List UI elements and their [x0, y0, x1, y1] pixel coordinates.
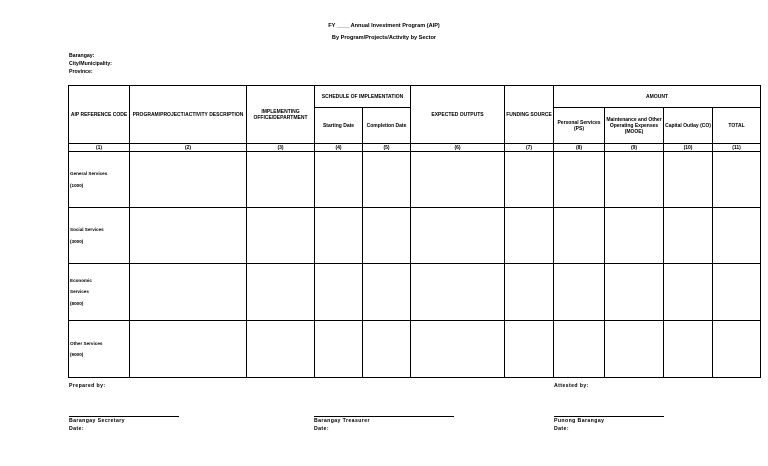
header-schedule: SCHEDULE OF IMPLEMENTATION — [315, 86, 411, 108]
sector-label: General Services (1000) — [69, 152, 130, 208]
header-completion-date: Completion Date — [363, 108, 411, 144]
col-num: (5) — [363, 144, 411, 152]
punong-title: Punong Barangay — [554, 418, 605, 424]
punong-date: Date: — [554, 426, 569, 432]
secretary-date: Date: — [69, 426, 84, 432]
header-mooe: Maintenance and Other Operating Expenses (MOOE) — [605, 108, 664, 144]
page-subtitle: By Program/Projects/Activity by Sector — [331, 35, 437, 41]
page-title: FY ____ Annual Investment Program (AIP) — [328, 23, 440, 29]
col-num: (10) — [664, 144, 713, 152]
header-outputs: EXPECTED OUTPUTS — [411, 86, 505, 144]
signature-line-punong — [554, 416, 664, 417]
secretary-title: Barangay Secretary — [69, 418, 125, 424]
treasurer-title: Barangay Treasurer — [314, 418, 370, 424]
column-number-row — [69, 144, 761, 152]
header-aip-code: AIP REFERENCE CODE — [69, 86, 130, 144]
barangay-label: Barangay: — [69, 53, 95, 59]
sector-row-other — [69, 321, 761, 378]
header-ps: Personal Services (PS) — [554, 108, 605, 144]
col-num: (7) — [505, 144, 554, 152]
aip-table — [68, 85, 761, 378]
col-num: (2) — [130, 144, 247, 152]
col-num: (3) — [247, 144, 315, 152]
header-total: TOTAL — [713, 108, 761, 144]
sector-row-economic — [69, 264, 761, 321]
col-num: (8) — [554, 144, 605, 152]
header-office: IMPLEMENTING OFFICE/DEPARTMENT — [247, 86, 315, 144]
sector-row-general — [69, 152, 761, 208]
sector-label: Other Services (9000) — [69, 321, 130, 378]
treasurer-date: Date: — [314, 426, 329, 432]
header-description: PROGRAM/PROJECT/ACTIVITY DESCRIPTION — [130, 86, 247, 144]
col-num: (4) — [315, 144, 363, 152]
signature-line-secretary — [69, 416, 179, 417]
col-num: (9) — [605, 144, 664, 152]
sector-label: Economic Services (8000) — [69, 264, 130, 321]
prepared-by-label: Prepared by: — [69, 383, 106, 389]
header-starting-date: Starting Date — [315, 108, 363, 144]
col-num: (11) — [713, 144, 761, 152]
header-amount: AMOUNT — [554, 86, 761, 108]
sector-row-social — [69, 208, 761, 264]
city-label: City/Municipality: — [69, 61, 112, 67]
header-funding: FUNDING SOURCE — [505, 86, 554, 144]
col-num: (1) — [69, 144, 130, 152]
signature-line-treasurer — [314, 416, 454, 417]
col-num: (6) — [411, 144, 505, 152]
sector-label: Social Services (3000) — [69, 208, 130, 264]
province-label: Province: — [69, 69, 93, 75]
header-co: Capital Outlay (CO) — [664, 108, 713, 144]
attested-by-label: Attested by: — [554, 383, 589, 389]
